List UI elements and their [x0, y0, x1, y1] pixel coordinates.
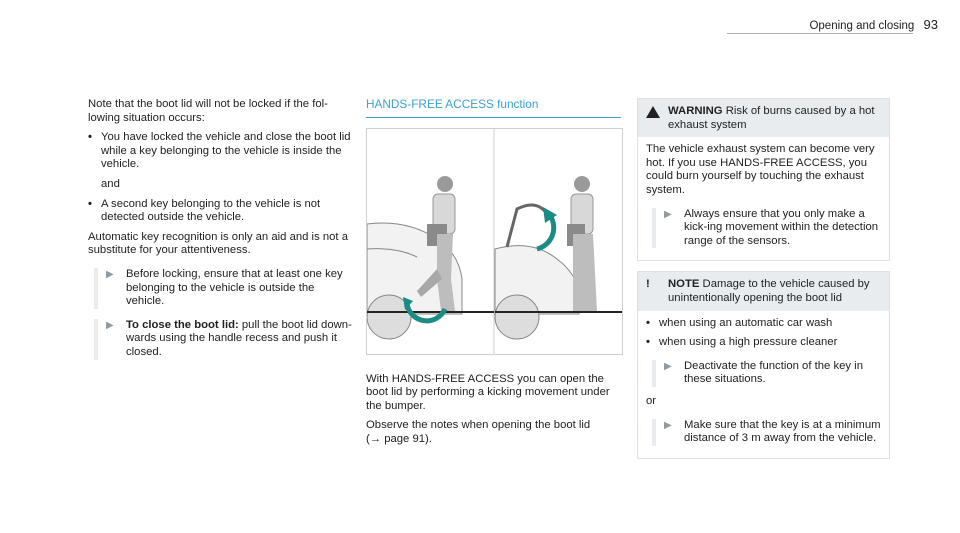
list-item: • when using a high pressure cleaner — [646, 336, 838, 349]
warning-triangle-icon — [646, 105, 668, 132]
play-arrow-icon: ▶ — [106, 268, 114, 280]
note-body — [638, 311, 889, 458]
observe-text: Observe the notes when opening the boot lid (→ page 91). — [366, 419, 591, 445]
bullet-icon: • — [88, 197, 92, 210]
list-item: • when using an automatic car wash — [646, 316, 833, 329]
figure-caption: With HANDS-FREE ACCESS you can open the boot lid by performing a kicking movement under the bumper. — [366, 372, 610, 412]
warning-header: WARNING Risk of burns caused by a hot exhaust system — [638, 99, 889, 137]
play-arrow-icon: ▶ — [664, 360, 672, 372]
exclamation-icon: ! — [646, 278, 650, 291]
and-text: and — [101, 177, 120, 190]
warning-body: The vehicle exhaust system can become very hot. If you use HANDS-FREE ACCESS, you could burn yourself by touching the exhaust system. ▶ Always ensure that you only make a kick-ing movement within the detection range of the sensors. — [638, 137, 889, 260]
play-arrow-icon: ▶ — [664, 208, 672, 220]
column-left — [88, 98, 353, 368]
bullet-icon: • — [88, 131, 92, 144]
or-text: or — [646, 394, 657, 407]
section-heading: HANDS-FREE ACCESS function — [366, 98, 621, 118]
auto-recognition-text: Automatic key recognition is only an aid and is not a substitute for your attentiveness. — [88, 230, 348, 257]
list-item: • A second key belonging to the vehicle is not detected outside the vehicle. — [88, 197, 321, 224]
page-number: 93 — [923, 17, 938, 32]
bullet-icon: • — [646, 336, 650, 349]
page-reference-link[interactable]: (→ page 91). — [366, 432, 432, 445]
hands-free-illustration — [366, 128, 623, 355]
list-item: • You have locked the vehicle and close the boot lid while a key belonging to the vehicle is inside the vehicle. — [88, 131, 351, 171]
instruction-step: ▶ Deactivate the function of the key in these situations. — [652, 360, 881, 387]
bullet-icon: • — [646, 316, 650, 329]
instruction-step: ▶ To close the boot lid: pull the boot lid down-wards using the handle recess and push it closed. — [94, 319, 353, 360]
header-rule — [727, 33, 913, 34]
note-box — [637, 271, 890, 458]
instruction-step: ▶ Always ensure that you only make a kick-ing movement within the detection range of the sensors. — [652, 208, 881, 249]
note-header: ! NOTE Damage to the vehicle caused by unintentionally opening the boot lid — [638, 272, 889, 310]
play-arrow-icon: ▶ — [106, 319, 114, 331]
intro-text: Note that the boot lid will not be locked if the fol-lowing situation occurs: — [88, 98, 328, 124]
section-title: Opening and closing — [809, 20, 915, 32]
illustration-svg — [367, 129, 622, 354]
page-header — [738, 18, 938, 34]
warning-box — [637, 98, 890, 261]
column-right — [637, 98, 890, 469]
play-arrow-icon: ▶ — [664, 419, 672, 431]
column-middle — [366, 98, 621, 453]
instruction-step: ▶ Before locking, ensure that at least one key belonging to the vehicle is outside the vehicle. — [94, 268, 353, 309]
instruction-step: ▶ Make sure that the key is at a minimum distance of 3 m away from the vehicle. — [652, 419, 881, 446]
